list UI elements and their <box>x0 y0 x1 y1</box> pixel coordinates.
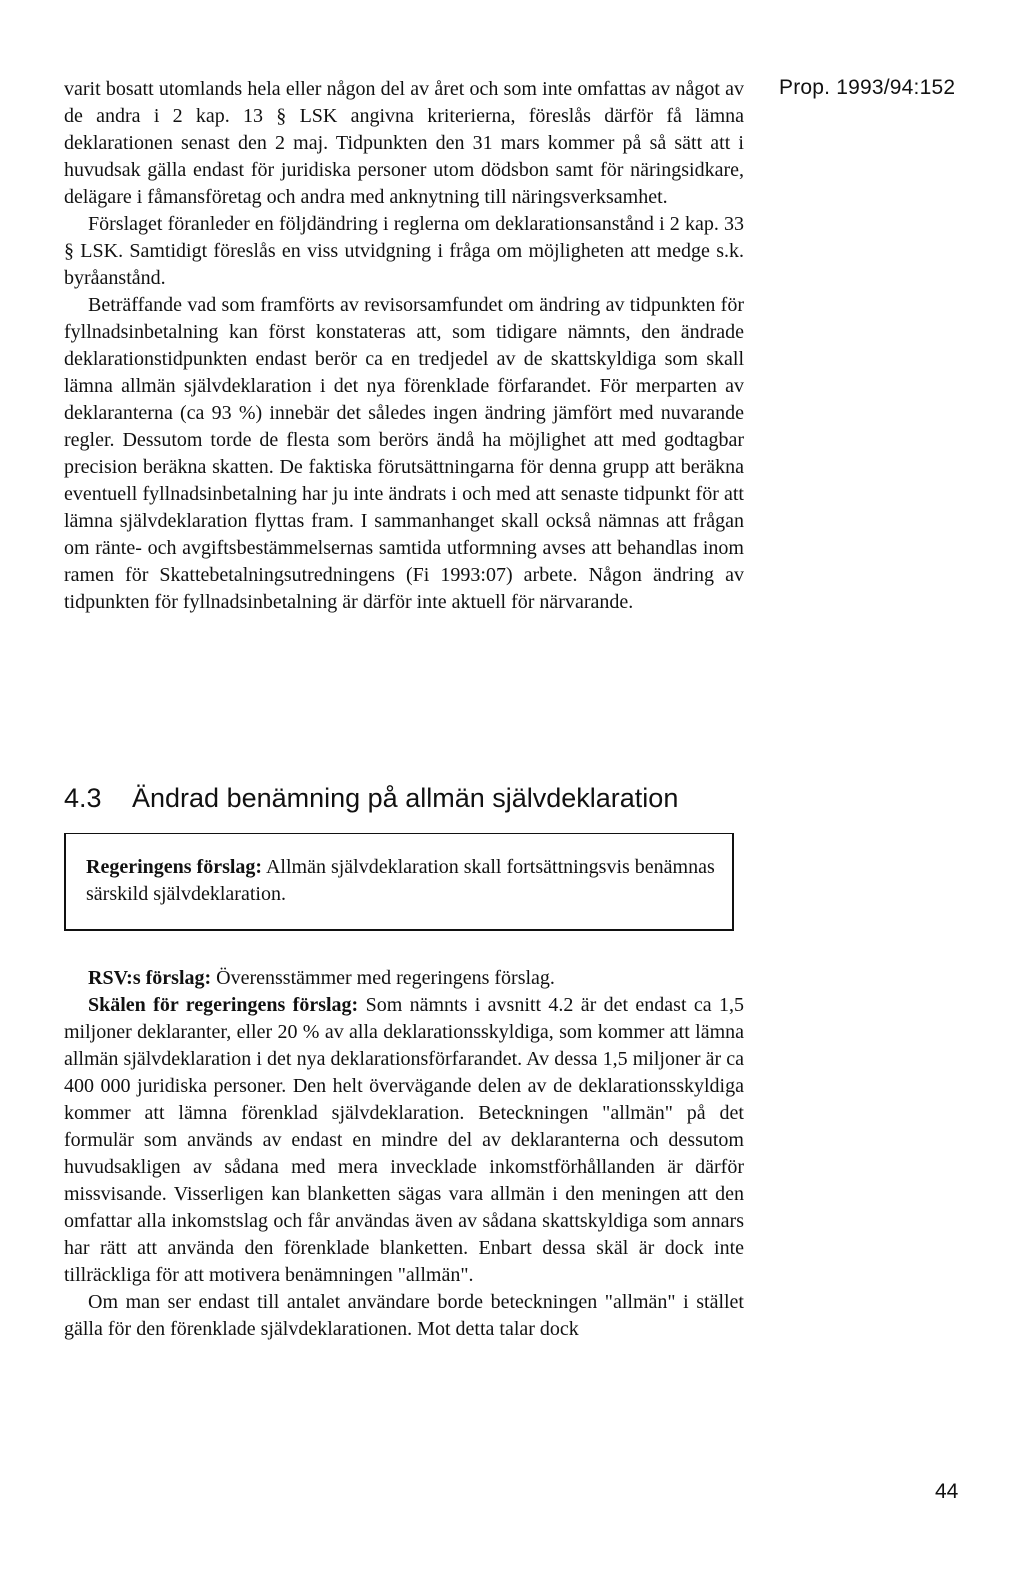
section-title: Ändrad benämning på allmän självdeklaration <box>132 783 679 813</box>
reasons-text: Som nämnts i avsnitt 4.2 är det endast ca 1,5 miljoner deklaranter, eller 20 % av alla deklarationsskyldiga, som kommer att lämna allmän självdeklaration i det nya deklarationsförfarandet. Av dessa 1,5 miljoner är ca 400 000 juridiska personer. Den helt övervägande delen av de deklarationsskyldiga kommer att lämna förenklad självdeklaration. Beteckningen "allmän" på det formulär som används av endast en mindre del av deklaranterna och dessutom huvudsakligen av sådana med mera invecklade inkomstförhållanden är därför missvisande. Visserligen kan blanketten sägas vara allmän i den meningen att den omfattar alla inkomstslag och får användas även av sådana skattskyldiga som annars har rätt att använda den förenklade blanketten. Enbart dessa skäl är dock inte tillräckliga för att motivera benämningen "allmän". <box>64 994 744 1286</box>
reasons-paragraph <box>64 992 744 1289</box>
reasons-label: Skälen för regeringens förslag: <box>88 994 359 1016</box>
rsv-label: RSV:s förslag: <box>88 967 212 989</box>
body-text-top <box>64 76 744 616</box>
proposal-label: Regeringens förslag: <box>86 856 263 878</box>
paragraph-3: Beträffande vad som framförts av revisorsamfundet om ändring av tidpunkten för fyllnadsinbetalning kan först konstateras att, som tidigare nämnts, den ändrade deklarationstidpunkten endast berör ca en tredjedel av de skattskyldiga som skall lämna allmän självdeklaration i det nya förenklade förfarandet. För merparten av deklaranterna (ca 93 %) innebär det således ingen ändring jämfört med nuvarande regler. Dessutom torde de flesta som berörs ändå ha möjlighet att med godtagbar precision beräkna skatten. De faktiska förutsättningarna för denna grupp att beräkna eventuell fyllnadsinbetalning har ju inte ändrats i och med att senaste tidpunkt för att lämna självdeklaration flyttas fram. I sammanhanget skall också nämnas att frågan om ränte- och avgiftsbestämmelsernas samtida utformning avses att behandlas inom ramen för Skattebetalningsutredningens (Fi 1993:07) arbete. Någon ändring av tidpunkten för fyllnadsinbetalning är därför inte aktuell för närvarande. <box>64 294 744 613</box>
section-heading <box>64 783 678 814</box>
proposition-reference: Prop. 1993/94:152 <box>779 76 956 99</box>
section-number: 4.3 <box>64 783 102 813</box>
paragraph-1: varit bosatt utomlands hela eller någon del av året och som inte omfattas av något av de andra i 2 kap. 13 § LSK angivna kriterierna, föreslås därför få lämna deklarationen senast den 2 maj. Tidpunkten den 31 mars kommer på så sätt att i huvudsak gälla endast för juridiska personer utom dödsbon samt för näringsidkare, delägare i fåmansföretag och andra med anknytning till näringsverksamhet. <box>64 78 744 208</box>
page-number: 44 <box>935 1480 959 1503</box>
paragraph-last: Om man ser endast till antalet användare borde beteckningen "allmän" i stället gälla för den förenklade självdeklarationen. Mot detta talar dock <box>64 1291 744 1340</box>
rsv-text: Överensstämmer med regeringens förslag. <box>211 967 555 989</box>
paragraph-2: Förslaget föranleder en följdändring i reglerna om deklarationsanstånd i 2 kap. 33 § LSK. Samtidigt föreslås en viss utvidgning i fråga om möjligheten att medge s.k. byråanstånd. <box>64 213 744 289</box>
proposal-text <box>86 854 716 908</box>
government-proposal-box <box>64 833 734 931</box>
rsv-paragraph <box>64 965 744 992</box>
body-text-bottom <box>64 965 744 1343</box>
proposal-body: Allmän självdeklaration skall fortsättningsvis benämnas särskild självdeklaration. <box>86 856 715 905</box>
